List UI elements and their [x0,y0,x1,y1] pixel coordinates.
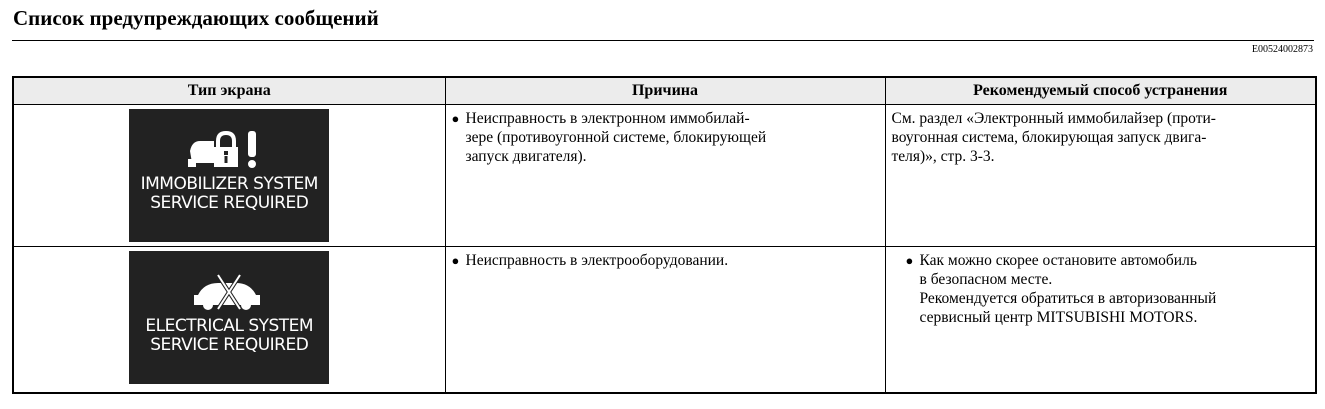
table-row [13,105,1316,247]
display-message: ELECTRICAL SYSTEM SERVICE REQUIRED [145,316,314,355]
bullet-icon: ● [905,253,914,268]
document-code: E00524002873 [1251,44,1313,55]
table-header-row [13,77,1316,105]
cause-cell: ● Неисправность в электронном иммобилай- зере (противоугонной системе, блокирующей запуск двигателя). [445,105,885,247]
immobilizer-warning-icon [129,129,329,171]
display-message: IMMOBILIZER SYSTEM SERVICE REQUIRED [140,174,318,213]
table-row [13,247,1316,393]
display-panel [129,251,329,384]
cause-cell: ● Неисправность в электрооборудовании. [445,247,885,393]
bullet-icon: ● [451,111,460,126]
screen-cell [13,105,445,247]
screen-cell [13,247,445,393]
remedy-cell: ● Как можно скорее остановите автомобиль в безопасном месте. Рекомендуется обратиться в авторизованный сервисный центр MITSUBISHI MOTORS. [885,247,1316,393]
header-cause: Причина [445,77,885,105]
header-screen-type: Тип экрана [13,77,445,105]
header-remedy: Рекомендуемый способ устранения [885,77,1316,105]
warning-messages-table [12,76,1317,394]
title-divider [12,40,1314,41]
remedy-cell: См. раздел «Электронный иммобилайзер (проти- воугонная система, блокирующая запуск двига- теля)», стр. 3-3. [885,105,1316,247]
bullet-icon: ● [451,253,460,268]
display-panel [129,109,329,242]
page-title: Список предупреждающих сообщений [13,6,379,30]
electrical-warning-icon [129,271,329,313]
